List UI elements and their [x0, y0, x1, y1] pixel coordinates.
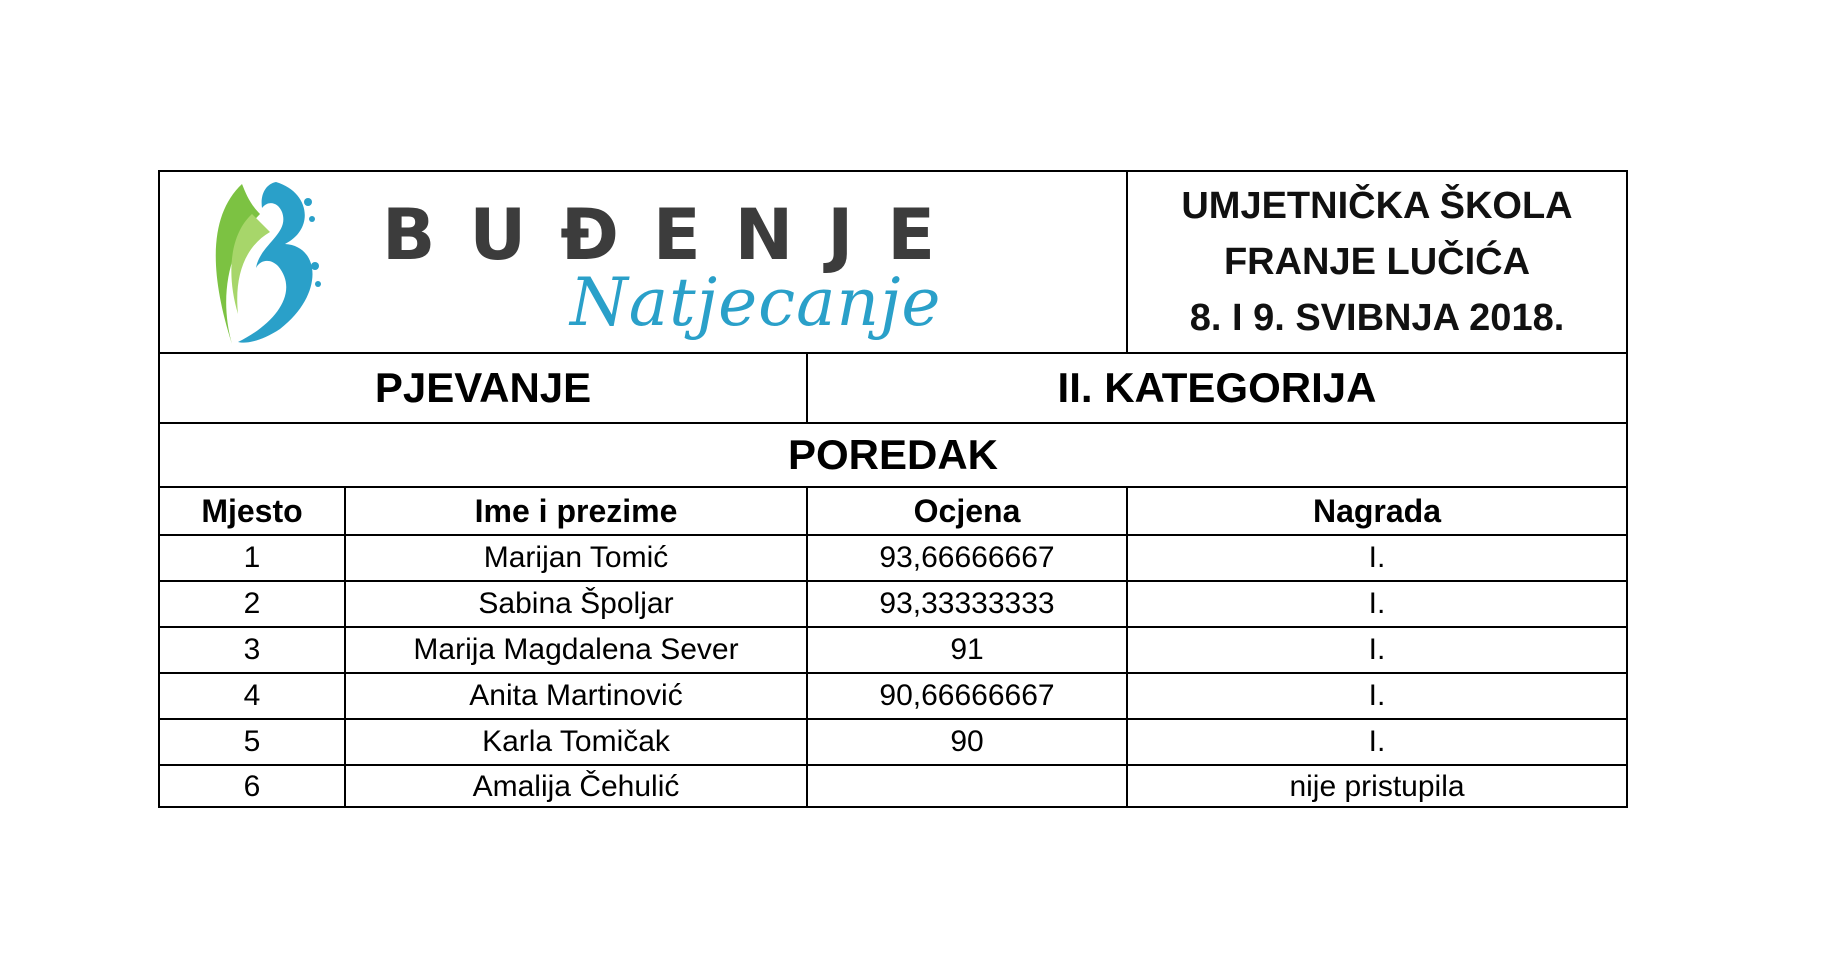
cell-score: 90,66666667: [806, 674, 1126, 718]
cell-score: [806, 766, 1126, 808]
school-name-line1: UMJETNIČKA ŠKOLA: [1181, 185, 1573, 227]
header-award: Nagrada: [1126, 488, 1626, 534]
cell-name: Marijan Tomić: [344, 536, 806, 580]
cell-name: Sabina Špoljar: [344, 582, 806, 626]
cell-name: Marija Magdalena Sever: [344, 628, 806, 672]
cell-place: 2: [243, 587, 261, 620]
cell-score: 93,66666667: [806, 536, 1126, 580]
school-name-line2: FRANJE LUČIĆA: [1223, 241, 1531, 283]
cell-award: I.: [1126, 674, 1626, 718]
cell-place: 6: [243, 770, 261, 803]
cell-score: 93,33333333: [806, 582, 1126, 626]
cell-place: 5: [243, 725, 261, 758]
table-row: [160, 674, 1626, 720]
cell-award: nije pristupila: [1126, 766, 1626, 808]
cell-award: I.: [1126, 628, 1626, 672]
header-name: Ime i prezime: [344, 488, 806, 534]
table-row: [160, 766, 1626, 808]
budenje-logo-mark-icon: [190, 174, 340, 349]
section-title: POREDAK: [787, 431, 999, 478]
table-header: [160, 488, 1626, 536]
cell-award: I.: [1126, 720, 1626, 764]
table-row: [160, 628, 1626, 674]
category-row: [160, 354, 1626, 424]
table-row: [160, 720, 1626, 766]
logo-area: [160, 172, 1126, 352]
header-score: Ocjena: [806, 488, 1126, 534]
header-place: Mjesto: [201, 492, 303, 529]
cell-name: Anita Martinović: [344, 674, 806, 718]
school-info: [1126, 172, 1626, 352]
category-label: II. KATEGORIJA: [806, 354, 1626, 422]
table-row: [160, 536, 1626, 582]
results-sheet: [158, 170, 1628, 808]
discipline-label: PJEVANJE: [374, 364, 592, 411]
cell-award: I.: [1126, 582, 1626, 626]
cell-place: 1: [243, 541, 261, 574]
event-date: 8. I 9. SVIBNJA 2018.: [1189, 297, 1565, 339]
section-title-row: [160, 424, 1626, 488]
cell-name: Karla Tomičak: [344, 720, 806, 764]
cell-place: 3: [243, 633, 261, 666]
brand-name: BUĐENJE: [382, 194, 970, 276]
cell-score: 91: [806, 628, 1126, 672]
cell-score: 90: [806, 720, 1126, 764]
cell-award: I.: [1126, 536, 1626, 580]
header-row: [160, 172, 1626, 354]
table-row: [160, 582, 1626, 628]
brand-tagline: Natjecanje: [570, 264, 942, 341]
cell-place: 4: [243, 679, 261, 712]
cell-name: Amalija Čehulić: [344, 766, 806, 808]
